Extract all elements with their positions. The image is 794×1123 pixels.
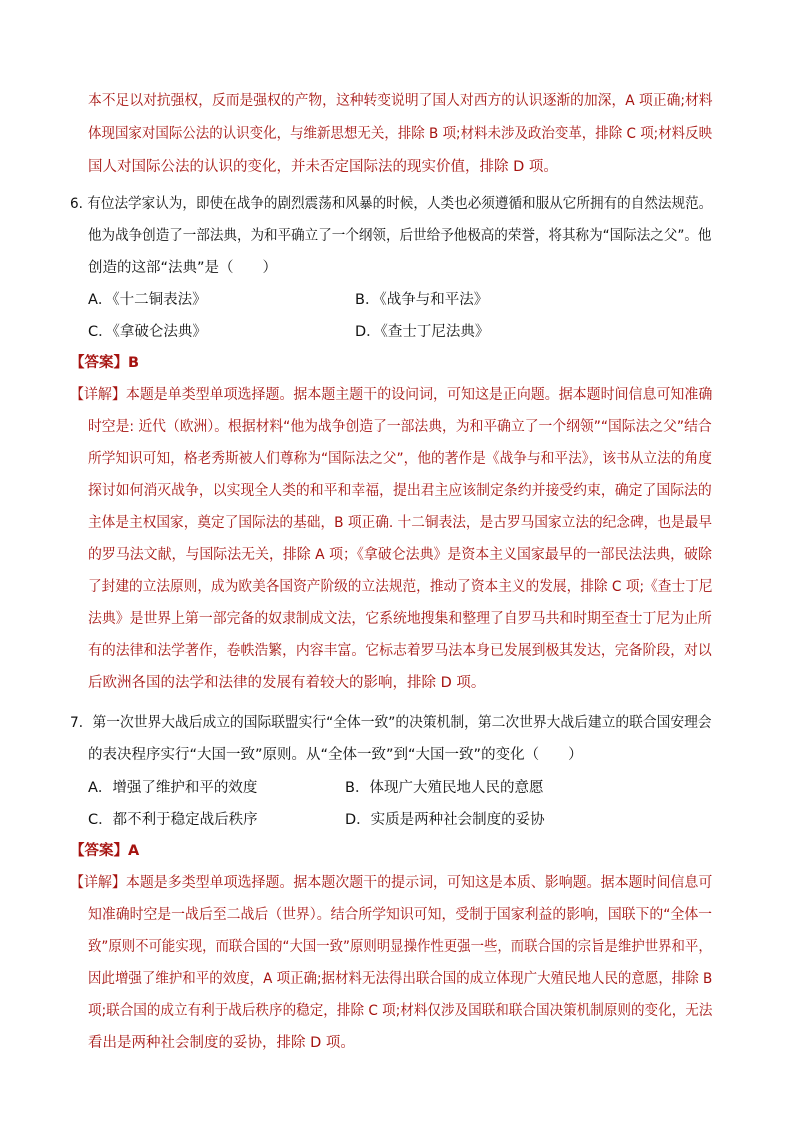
- q6-option-c: C．《拿破仑法典》: [88, 324, 207, 340]
- q6-detail-line-5: 主体是主权国家，奠定了国际法的基础，B 项正确. 十二铜表法，是古罗马国家立法的纪念碑，也是最早: [88, 515, 713, 531]
- q7-stem-line-1: 7．第一次世界大战后成立的国际联盟实行“全体一致”的决策机制，第二次世界大战后建立的联合国安理会: [70, 715, 712, 731]
- intro-line-3: 国人对国际公法的认识的变化，并未否定国际法的现实价值，排除 D 项。: [88, 159, 558, 175]
- q7-option-b: B．体现广大殖民地人民的意愿: [345, 780, 544, 796]
- q6-stem-line-1: 6. 有位法学家认为，即使在战争的剧烈震荡和风暴的时候，人类也必须遵循和服从它所拥有的自然法规范。: [70, 196, 713, 212]
- intro-line-1: 本不足以对抗强权，反而是强权的产物，这种转变说明了国人对西方的认识逐渐的加深，A 项正确;材料: [88, 93, 713, 109]
- q6-option-d: D．《查士丁尼法典》: [355, 324, 490, 340]
- q6-detail-line-1: 【详解】本题是单类型单项选择题。据本题主题干的设问词，可知这是正向题。据本题时间信息可知准确: [70, 387, 713, 403]
- q6-stem-line-2: 他为战争创造了一部法典，为和平确立了一个纲领，后世给予他极高的荣誉，将其称为“国际法之父”。他: [88, 228, 712, 244]
- q6-answer: 【答案】B: [70, 355, 140, 371]
- q6-detail-line-7: 了封建的立法原则，成为欧美各国资产阶级的立法规范，推动了资本主义的发展，排除 C 项;《查士丁尼: [88, 579, 713, 595]
- q6-option-b: B．《战争与和平法》: [355, 292, 489, 308]
- q6-option-a: A．《十二铜表法》: [88, 292, 207, 308]
- q6-detail-line-2: 时空是: 近代（欧洲）。根据材料“他为战争创造了一部法典，为和平确立了一个纲领”“国际法之父”结合: [88, 419, 712, 435]
- q6-detail-line-9: 有的法律和法学著作，卷帙浩繁，内容丰富。它标志着罗马法本身已发展到极其发达，完备阶段，对以: [88, 643, 712, 659]
- intro-line-2: 体现国家对国际公法的认识变化，与维新思想无关，排除 B 项;材料未涉及政治变革，排除 C 项;材料反映: [88, 126, 713, 142]
- q7-detail-line-4: 因此增强了维护和平的效度，A 项正确;据材料无法得出联合国的成立体现广大殖民地人民的意愿，排除 B: [88, 971, 713, 987]
- q6-detail-line-8: 法典》是世界上第一部完备的奴隶制成文法，它系统地搜集和整理了自罗马共和时期至查士丁尼为止所: [88, 611, 712, 627]
- q7-detail-line-5: 项;联合国的成立有利于战后秩序的稳定，排除 C 项;材料仅涉及国联和联合国决策机制原则的变化，无法: [88, 1003, 713, 1019]
- q7-detail-line-1: 【详解】本题是多类型单项选择题。据本题次题干的提示词，可知这是本质、影响题。据本题时间信息可: [70, 875, 713, 891]
- q6-detail-line-6: 的罗马法文献，与国际法无关，排除 A 项；《拿破仑法典》是资本主义国家最早的一部民法法典，破除: [88, 547, 712, 563]
- q6-detail-line-3: 所学知识可知，格老秀斯被人们尊称为“国际法之父”，他的著作是《战争与和平法》，该书从立法的角度: [88, 451, 712, 467]
- q6-detail-line-10: 后欧洲各国的法学和法律的发展有着较大的影响，排除 D 项。: [88, 675, 486, 691]
- q7-answer: 【答案】A: [70, 843, 140, 859]
- q6-detail-line-4: 探讨如何消灭战争，以实现全人类的和平和幸福，提出君主应该制定条约并接受约束，确定了国际法的: [88, 483, 712, 499]
- q7-option-d: D．实质是两种社会制度的妥协: [345, 812, 545, 828]
- q7-option-a: A．增强了维护和平的效度: [88, 780, 258, 796]
- q7-detail-line-2: 知准确时空是一战后至二战后（世界）。结合所学知识可知，受制于国家利益的影响，国联下的“全体一: [88, 907, 713, 923]
- q7-detail-line-3: 致”原则不可能实现，而联合国的“大国一致”原则明显操作性更强一些，而联合国的宗旨是维护世界和平，: [88, 939, 712, 955]
- q6-stem-line-3: 创造的这部“法典”是（ ）: [88, 260, 278, 276]
- q7-option-c: C．都不利于稳定战后秩序: [88, 812, 258, 828]
- q7-stem-line-2: 的表决程序实行“大国一致”原则。从“全体一致”到“大国一致”的变化（ ）: [88, 747, 583, 763]
- q7-detail-line-6: 看出是两种社会制度的妥协，排除 D 项。: [88, 1035, 355, 1051]
